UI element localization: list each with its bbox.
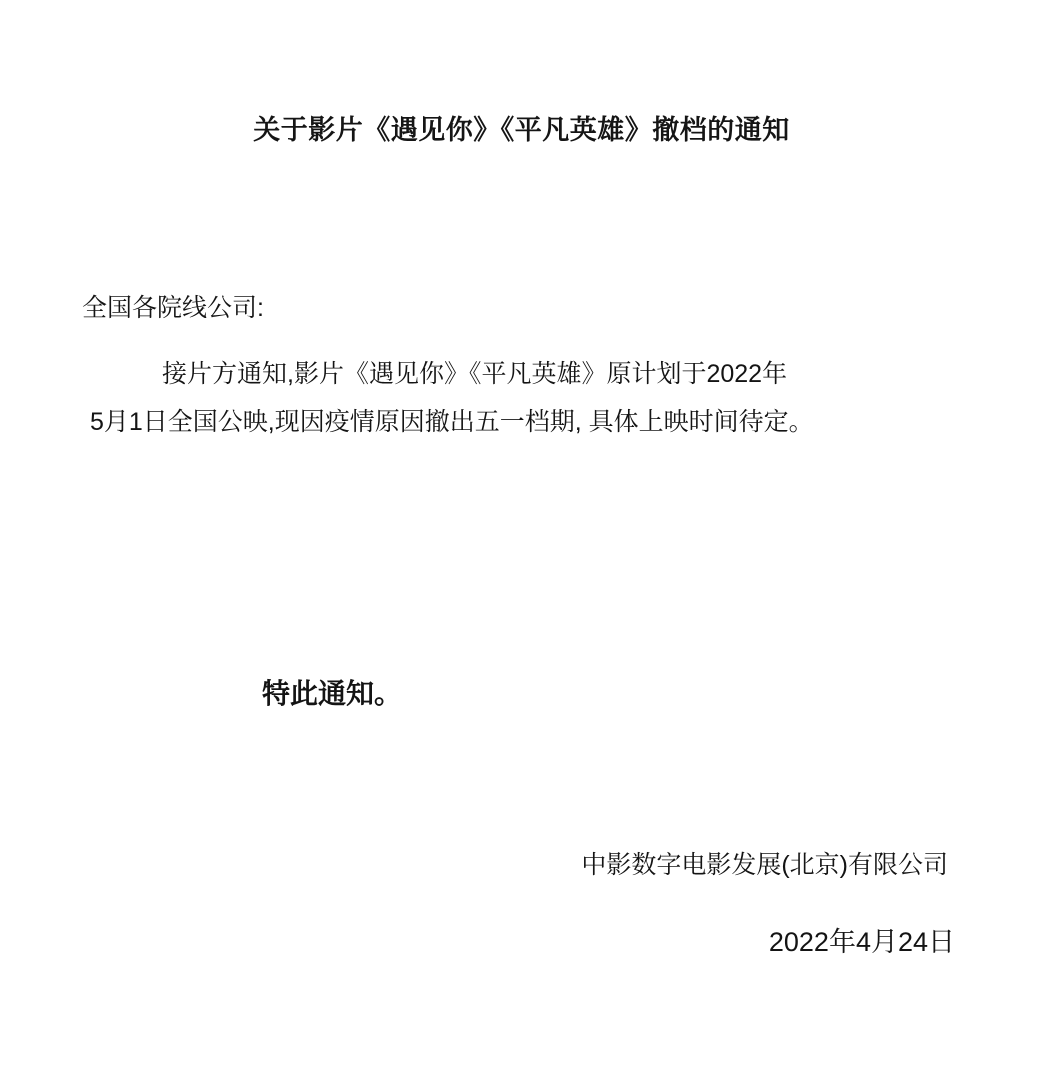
body-paragraph-line-2: 5月1日全国公映,现因疫情原因撤出五一档期, 具体上映时间待定。 <box>90 407 814 436</box>
body-text <box>82 358 962 454</box>
salutation-line: 全国各院线公司: <box>82 294 264 322</box>
signature-company: 中影数字电影发展(北京)有限公司 <box>581 851 948 879</box>
body-paragraph-line-1: 接片方通知,影片《遇见你》《平凡英雄》原计划于2022年 <box>162 360 788 388</box>
signature-date: 2022年4月24日 <box>768 927 955 957</box>
closing-line: 特此通知。 <box>262 678 403 709</box>
page-title: 关于影片《遇见你》《平凡英雄》撤档的通知 <box>253 115 790 145</box>
